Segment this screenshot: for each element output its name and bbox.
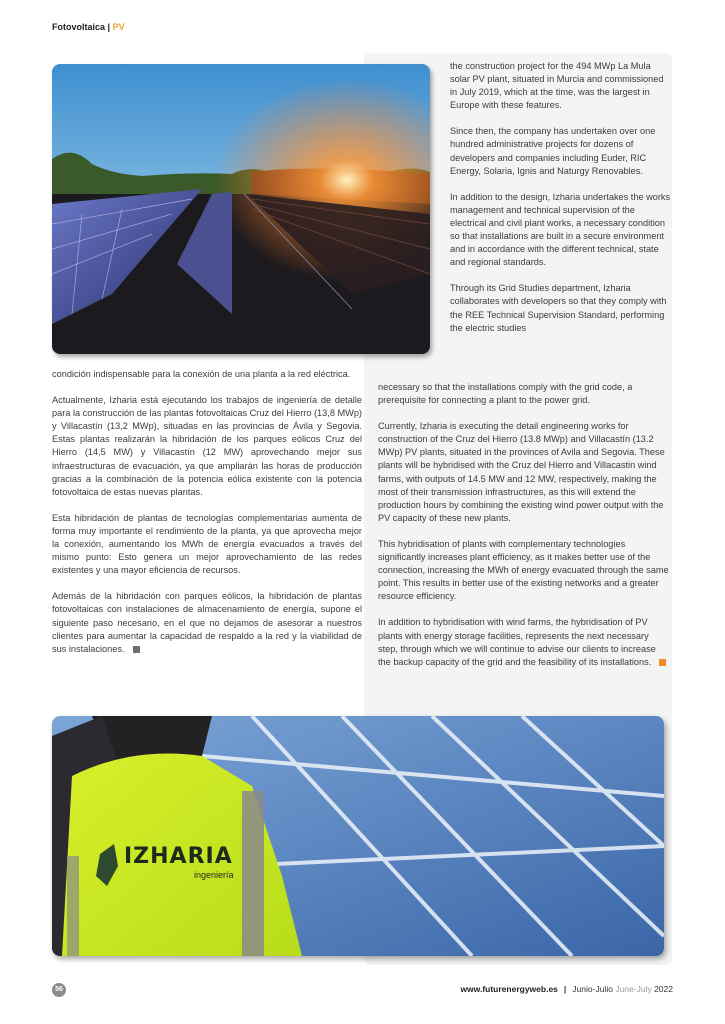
vest-logo (124, 844, 233, 869)
footer-separator: | (563, 984, 567, 994)
es-paragraph-1: condición indispensable para la conexión de una planta a la red eléctrica. (52, 369, 351, 379)
solar-field-photo (52, 64, 430, 354)
worker-solar-panels-photo (52, 716, 664, 956)
spanish-article-column (52, 368, 362, 669)
es-paragraph-3: Esta hibridación de plantas de tecnologías complementarias aumenta de forma muy importante el rendimiento de la planta, ya que aprovecha mejor la conexión, aumentando los MWh de energía evacuados a través del mismo punto: Esto genera un mejor aprovechamiento de las redes existentes y una mayor eficiencia de recursos. (52, 512, 362, 576)
page-number: 56 (52, 983, 66, 997)
vest-logo-subtitle: ingeniería (194, 870, 234, 880)
es-paragraph-2: Actualmente, Izharia está ejecutando los trabajos de ingeniería de detalle para la construcción de las plantas fotovoltaicas Cruz del Hierro (13,8 MWp) y Villacastín (13,2 MWp), situadas en las provincias de Ávila y Segovia. Estas plantas realizarán la hibridación de los parques eólicos Cruz del Hierro (14,5 MW) y Villacastín (12 MW) aprovechando mejor sus infraestructuras de evacuación, ya que ampliarán las horas de producción gracias a la combinación de la potencia eólica existente con la potencia fotovoltaica de estas nuevas plantas. (52, 395, 362, 497)
issue-english: June-July (615, 984, 652, 994)
en-paragraph-7: This hybridisation of plants with complementary technologies significantly increases plant efficiency, as it makes better use of the connection, increasing the MWh of energy evacuated through the same point. This results in better use of the existing networks and a greater resource efficiency. (378, 538, 669, 602)
issue-year: 2022 (654, 984, 673, 994)
website-link[interactable]: www.futurenergyweb.es (460, 984, 558, 994)
section-header (52, 22, 125, 32)
section-subtitle: PV (112, 22, 125, 32)
vest-logo-text: IZHARIA (124, 844, 233, 869)
english-article-column-top (450, 60, 672, 335)
en-paragraph-1: the construction project for the 494 MWp La Mula solar PV plant, situated in Murcia and commissioned in July 2019, which at the time, was the largest in Europe with these features. (450, 61, 664, 111)
es-paragraph-4 (52, 590, 362, 655)
issue-spanish: Junio-Julio (572, 984, 613, 994)
en-paragraph-8 (378, 616, 670, 668)
en-paragraph-5: necessary so that the installations comply with the grid code, a prerequisite for connecting a plant to the power grid. (378, 382, 633, 406)
worker-illustration (52, 716, 664, 956)
es-paragraph-4-text: Además de la hibridación con parques eólicos, la hibridación de plantas fotovoltaicas con instalaciones de almacenamiento de energía, supone el siguiente paso necesario, en el que no dejamos de asesorar a nuestros clientes para aumentar la capacidad de respaldo a la red y la viabilidad de sus instalaciones. (52, 591, 362, 654)
en-paragraph-4: Through its Grid Studies department, Izharia collaborates with developers so that they comply with the REE Technical Supervision Standard, performing the electric studies (450, 283, 667, 333)
solar-field-illustration (52, 64, 430, 354)
en-paragraph-6: Currently, Izharia is executing the detail engineering works for construction of the Cruz del Hierro (13.8 MWp) and Villacastín (13.2 MWp) PV plants, situated in the provinces of Avila and Segovia. These plants will be hybridised with the Cruz del Hierro and Villacastin wind farms, with outputs of 14.5 MW and 12 MW, respectively, making the most of their transmission infrastructures, as this will extend the production hours by combining the existing wind power output with the PV capacity of these new plants. (378, 421, 665, 523)
end-of-article-square-icon (659, 659, 666, 666)
english-article-column-bottom (378, 381, 670, 682)
section-separator: | (107, 22, 111, 32)
page-footer (460, 984, 673, 994)
end-of-article-square-icon (133, 646, 140, 653)
en-paragraph-8-text: In addition to hybridisation with wind farms, the hybridisation of PV plants with energy storage facilities, represents the next necessary step, through which we will continue to advise our clients to increase the backup capacity of the grid and the feasibility of its installations. (378, 617, 656, 667)
section-title: Fotovoltaica (52, 22, 106, 32)
en-paragraph-2: Since then, the company has undertaken over one hundred administrative projects for dozens of developers and companies including Euder, RIC Energy, Solaria, Ignis and Naturgy Renovables. (450, 126, 656, 176)
en-paragraph-3: In addition to the design, Izharia undertakes the works management and technical supervision of the electrical and civil plant works, a necessary condition so that installations are built in a secure environment and in accordance with the different technical, state and regional standards. (450, 191, 671, 268)
